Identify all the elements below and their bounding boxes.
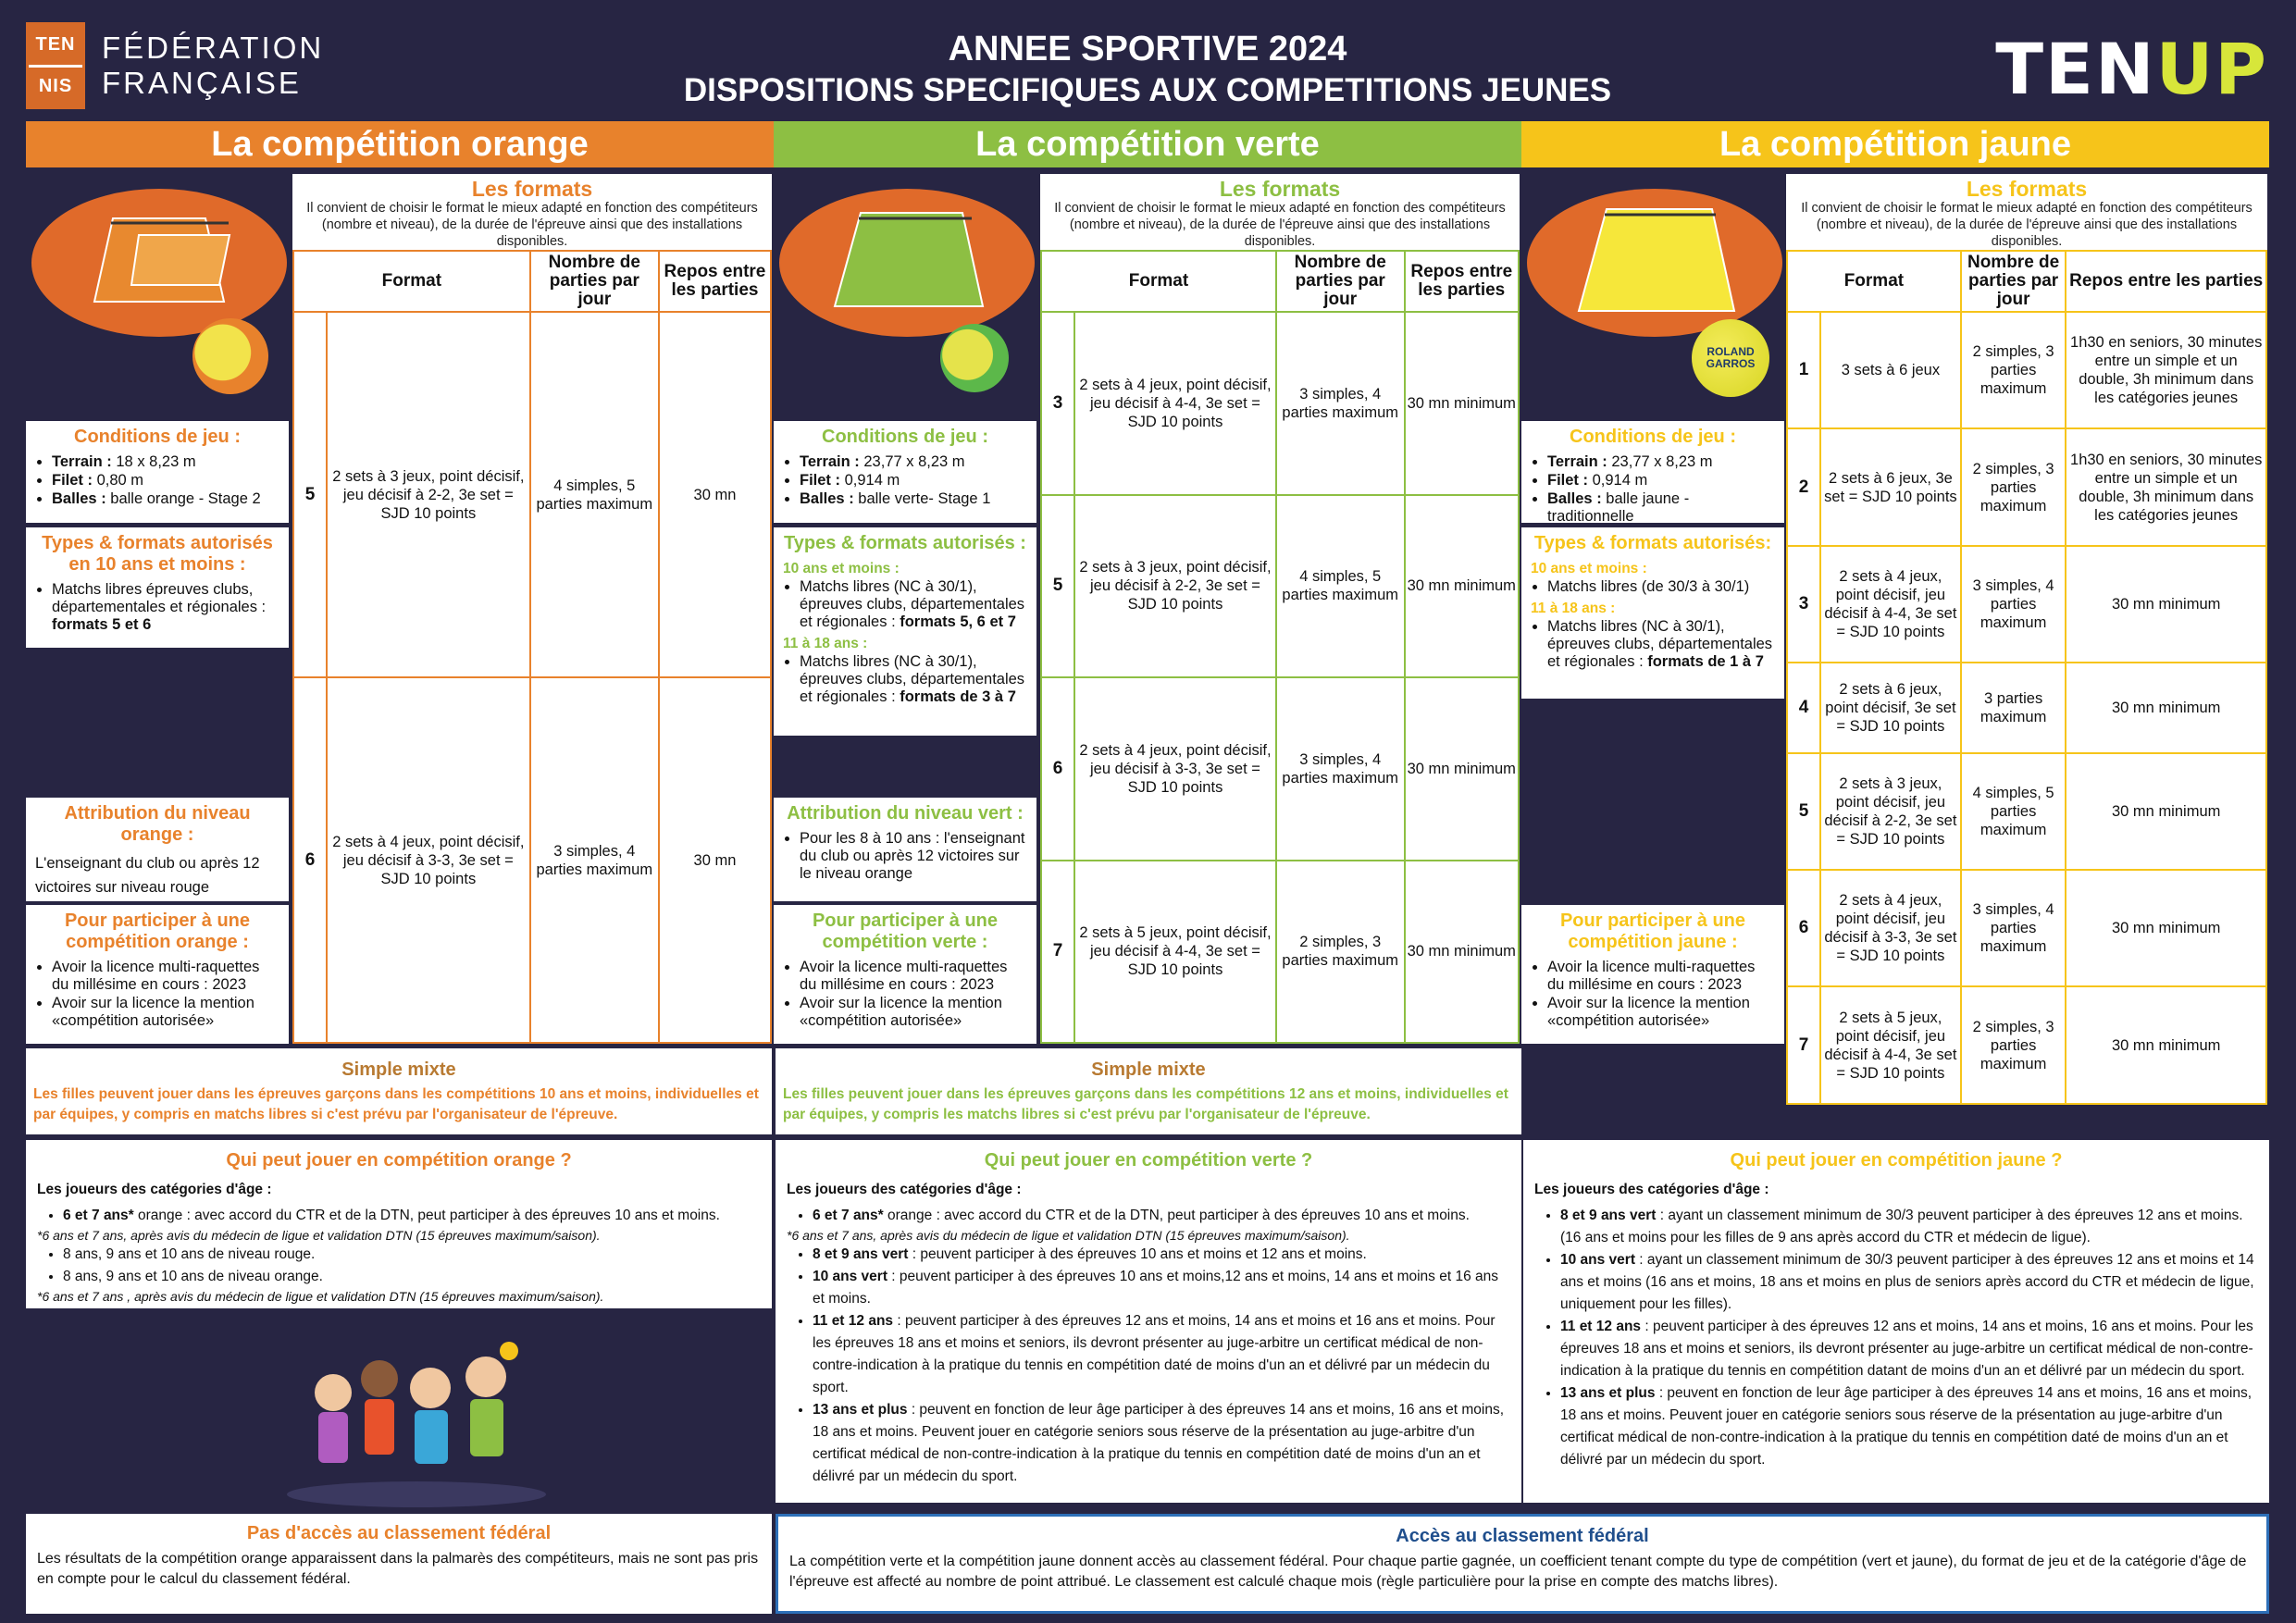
yellow-conditions: Conditions de jeu : • Terrain : 23,77 x 8,23 m • Filet : 0,914 m • Balles : balle jaune - traditionnelle bbox=[1521, 421, 1784, 523]
orange-mixte: Simple mixte Les filles peuvent jouer dans les épreuves garçons dans les compétitions 10 ans et moins, individuelles et par équipes, y compris en matchs libres si c'est prévu par l'organisateur de l'épreuve. bbox=[26, 1048, 772, 1134]
band-yellow: La compétition jaune bbox=[1521, 121, 2269, 167]
yellow-types: Types & formats autorisés: 10 ans et moins : • Matchs libres (de 30/3 à 30/1) 11 à 18 ans : • Matchs libres (NC à 30/1), épreuves clubs, départementales et régionales : formats de 1 à 7 bbox=[1521, 527, 1784, 699]
orange-conditions: Conditions de jeu : • Terrain : 18 x 8,23 m • Filet : 0,80 m • Balles : balle orange - Stage 2 bbox=[26, 421, 289, 523]
green-yellow-footer: Accès au classement fédéral La compétition verte et la compétition jaune donnent accès au classement fédéral. Pour chaque partie gagnée, un coefficient tenant compte du type de compétition (vert et jaune), du format de jeu et de la catégorie d'âge de l'épreuve est affecté au nombre de point attribué. Le classement est calculé chaque mois (règle particulière pour la prise en compte des matchs libres). bbox=[776, 1514, 2269, 1614]
band-orange: La compétition orange bbox=[26, 121, 774, 167]
orange-footer: Pas d'accès au classement fédéral Les résultats de la compétition orange apparaissent dans la palmarès des compétiteurs, mais ne sont pas pris en compte pour le calcul du classement fédéral. bbox=[26, 1514, 772, 1614]
green-formats-table: Les formats Il convient de choisir le format le mieux adapté en fonction des compétiteurs (nombre et niveau), de la durée de l'épreuve ainsi que des installations disponibles. Format Nombre de parties par jour Repos entre les parties 3 2 sets à 4 jeux, point décisif, jeu décisif à 4-4, 3e set = SJD 10 points 3 simples, 4 parties maximum 30 mn minimum 5 2 sets à 3 jeux, point décisif, jeu décisif à 2-2, 3e set = SJD 10 points 4 simples, 5 parties maximum 30 mn minimum 6 2 sets à 4 jeux, point décisif, jeu décisif à 3-3, 3e set = SJD 10 points 3 simples, 4 parties maximum 30 mn minimum 7 2 sets à 5 jeux, point décisif, jeu décisif à 4-4, 3e set = SJD 10 points 2 simples, 3 parties maximum 30 mn minimum bbox=[1040, 174, 1520, 1044]
orange-court-illustration bbox=[30, 181, 289, 339]
band-green: La compétition verte bbox=[774, 121, 1521, 167]
orange-ball-icon bbox=[192, 318, 268, 394]
orange-participation: Pour participer à une compétition orange : • Avoir la licence multi-raquettes du millésime en cours : 2023 • Avoir sur la licence la mention «compétition autorisée» bbox=[26, 905, 289, 1044]
yellow-formats-table: Les formats Il convient de choisir le format le mieux adapté en fonction des compétiteurs (nombre et niveau), de la durée de l'épreuve ainsi que des installations disponibles. Format Nombre de parties par jour Repos entre les parties 1 3 sets à 6 jeux 2 simples, 3 parties maximum 1h30 en seniors, 30 minutes entre un simple et un double, 3h minimum dans les catégories jeunes 2 2 sets à 6 jeux, 3e set = SJD 10 points 2 simples, 3 parties maximum 1h30 en seniors, 30 minutes entre un simple et un double, 3h minimum dans les catégories jeunes 3 2 sets à 4 jeux, point décisif, jeu décisif à 4-4, 3e set = SJD 10 points 3 simples, 4 parties maximum 30 mn minimum 4 2 sets à 6 jeux, point décisif, 3e set = SJD 10 points 3 parties maximum 30 mn minimum 5 2 sets à 3 jeux, point décisif, jeu décisif à 2-2, 3e set = SJD 10 points 4 simples, 5 parties maximum 30 mn minimum 6 2 sets à 4 jeux, point décisif, jeu décisif à 3-3, 3e set = SJD 10 points 3 simples, 4 parties maximum 30 mn minimum 7 2 sets à 5 jeux, point décisif, jeu décisif à 4-4, 3e set = SJD 10 points 2 simples, 3 parties maximum 30 mn minimum bbox=[1786, 174, 2267, 1105]
yellow-qui-peut-jouer: Qui peut jouer en compétition jaune ? Les joueurs des catégories d'âge : • 8 et 9 ans vert : ayant un classement minimum de 30/3 peuvent participer à des épreuves 12 ans et moins. (16 ans et moins pour les filles de 9 ans après accord du CTR et médecin de ligue). • 10 ans vert : ayant un classement minimum de 30/3 peuvent participer à des épreuves 12 ans et moins et 14 ans et moins (16 ans et moins, 18 ans et moins en plus de seniors après accord du CTR et médecin de ligue, uniquement pour les filles). • 11 et 12 ans : peuvent participer à des épreuves 12 ans et moins, 14 ans et moins, 16 ans et moins. Pour les épreuves 18 ans et moins et seniors, ils devront présenter au juge-arbitre un certificat médical de non-contre-indication à la pratique du tennis en compétition datant de moins d'un an et délivré par un médecin du sport. • 13 ans et plus : peuvent en fonction de leur âge participer à des épreuves 14 ans et moins, 16 ans et moins, 18 ans et moins. Peuvent jouer en catégorie seniors sous réserve de la présentation au juge-arbitre d'un certificat médical de non-contre-indication à la pratique du tennis en compétition daté de moins d'un an et délivré par un médecin du sport. bbox=[1523, 1140, 2269, 1503]
green-conditions: Conditions de jeu : • Terrain : 23,77 x 8,23 m • Filet : 0,914 m • Balles : balle verte- Stage 1 bbox=[774, 421, 1036, 523]
orange-attribution: Attribution du niveau orange : L'enseignant du club ou après 12 victoires sur niveau rouge bbox=[26, 798, 289, 901]
federation-name: FÉDÉRATION FRANÇAISE bbox=[102, 31, 325, 100]
green-types: Types & formats autorisés : 10 ans et moins : • Matchs libres (NC à 30/1), épreuves clubs, départementales et régionales : formats 5, 6 et 7 11 à 18 ans : • Matchs libres (NC à 30/1), épreuves clubs, départementales et régionales : formats de 3 à 7 bbox=[774, 527, 1036, 736]
green-ball-icon bbox=[940, 324, 1009, 392]
tennis-logo-mark: TEN NIS bbox=[26, 22, 85, 109]
green-qui-peut-jouer: Qui peut jouer en compétition verte ? Les joueurs des catégories d'âge : • 6 et 7 ans* orange : avec accord du CTR et de la DTN, peut participer à des épreuves 10 ans et moins. *6 ans et 7 ans, après avis du médecin de ligue et validation DTN (15 épreuves maximum/saison). • 8 et 9 ans vert : peuvent participer à des épreuves 10 ans et moins et 12 ans et moins. • 10 ans vert : peuvent participer à des épreuves 10 ans et moins,12 ans et moins, 14 ans et moins et 16 ans et moins. • 11 et 12 ans : peuvent participer à des épreuves 12 ans et moins, 14 ans et moins et 16 ans et moins. Pour les épreuves 18 ans et moins et seniors, ils devront présenter au juge-arbitre un certificat médical de non-contre-indication à la pratique du tennis en compétition daté de moins d'un an et délivré par un médecin du sport. • 13 ans et plus : peuvent en fonction de leur âge participer à des épreuves 14 ans et moins, 16 ans et moins, 18 ans et moins. Peuvent jouer en catégorie seniors sous réserve de la présentation au juge-arbitre d'un certificat médical de non-contre-indication à la pratique du tennis en compétition daté de moins d'un an et délivré par un médecin du sport. bbox=[776, 1140, 1521, 1503]
ffr-logo bbox=[26, 22, 324, 109]
green-participation: Pour participer à une compétition verte : • Avoir la licence multi-raquettes du millésime en cours : 2023 • Avoir sur la licence la mention «compétition autorisée» bbox=[774, 905, 1036, 1044]
green-attribution: Attribution du niveau vert : • Pour les 8 à 10 ans : l'enseignant du club ou après 12 victoires sur le niveau orange bbox=[774, 798, 1036, 901]
orange-formats-table: Les formats Il convient de choisir le format le mieux adapté en fonction des compétiteurs (nombre et niveau), de la durée de l'épreuve ainsi que des installations disponibles. Format Nombre de parties par jour Repos entre les parties 5 2 sets à 3 jeux, point décisif, jeu décisif à 2-2, 3e set = SJD 10 points 4 simples, 5 parties maximum 30 mn 6 2 sets à 4 jeux, point décisif, jeu décisif à 3-3, 3e set = SJD 10 points 3 simples, 4 parties maximum 30 mn bbox=[292, 174, 772, 1044]
orange-types: Types & formats autorisés en 10 ans et moins : • Matchs libres épreuves clubs, départementales et régionales : formats 5 et 6 bbox=[26, 527, 289, 648]
page-title: ANNEE SPORTIVE 2024 DISPOSITIONS SPECIFIQUES AUX COMPETITIONS JEUNES bbox=[683, 30, 1612, 108]
kids-illustration bbox=[278, 1323, 555, 1508]
green-court-illustration bbox=[777, 181, 1036, 339]
yellow-court-illustration bbox=[1525, 181, 1784, 339]
yellow-ball-icon: ROLAND GARROS bbox=[1692, 319, 1769, 397]
orange-qui-peut-jouer: Qui peut jouer en compétition orange ? Les joueurs des catégories d'âge : • 6 et 7 ans* orange : avec accord du CTR et de la DTN, peut participer à des épreuves 10 ans et moins. *6 ans et 7 ans, après avis du médecin de ligue et validation DTN (15 épreuves maximum/saison). • 8 ans, 9 ans et 10 ans de niveau rouge. • 8 ans, 9 ans et 10 ans de niveau orange. *6 ans et 7 ans , après avis du médecin de ligue et validation DTN (15 épreuves maximum/saison). bbox=[26, 1140, 772, 1308]
green-mixte: Simple mixte Les filles peuvent jouer dans les épreuves garçons dans les compétitions 12 ans et moins, individuelles et par équipes, y compris les matchs libres si c'est prévu par l'organisateur de l'épreuve. bbox=[776, 1048, 1521, 1134]
tenup-logo: TENUP bbox=[1995, 28, 2268, 110]
yellow-participation: Pour participer à une compétition jaune : • Avoir la licence multi-raquettes du millésime en cours : 2023 • Avoir sur la licence la mention «compétition autorisée» bbox=[1521, 905, 1784, 1044]
